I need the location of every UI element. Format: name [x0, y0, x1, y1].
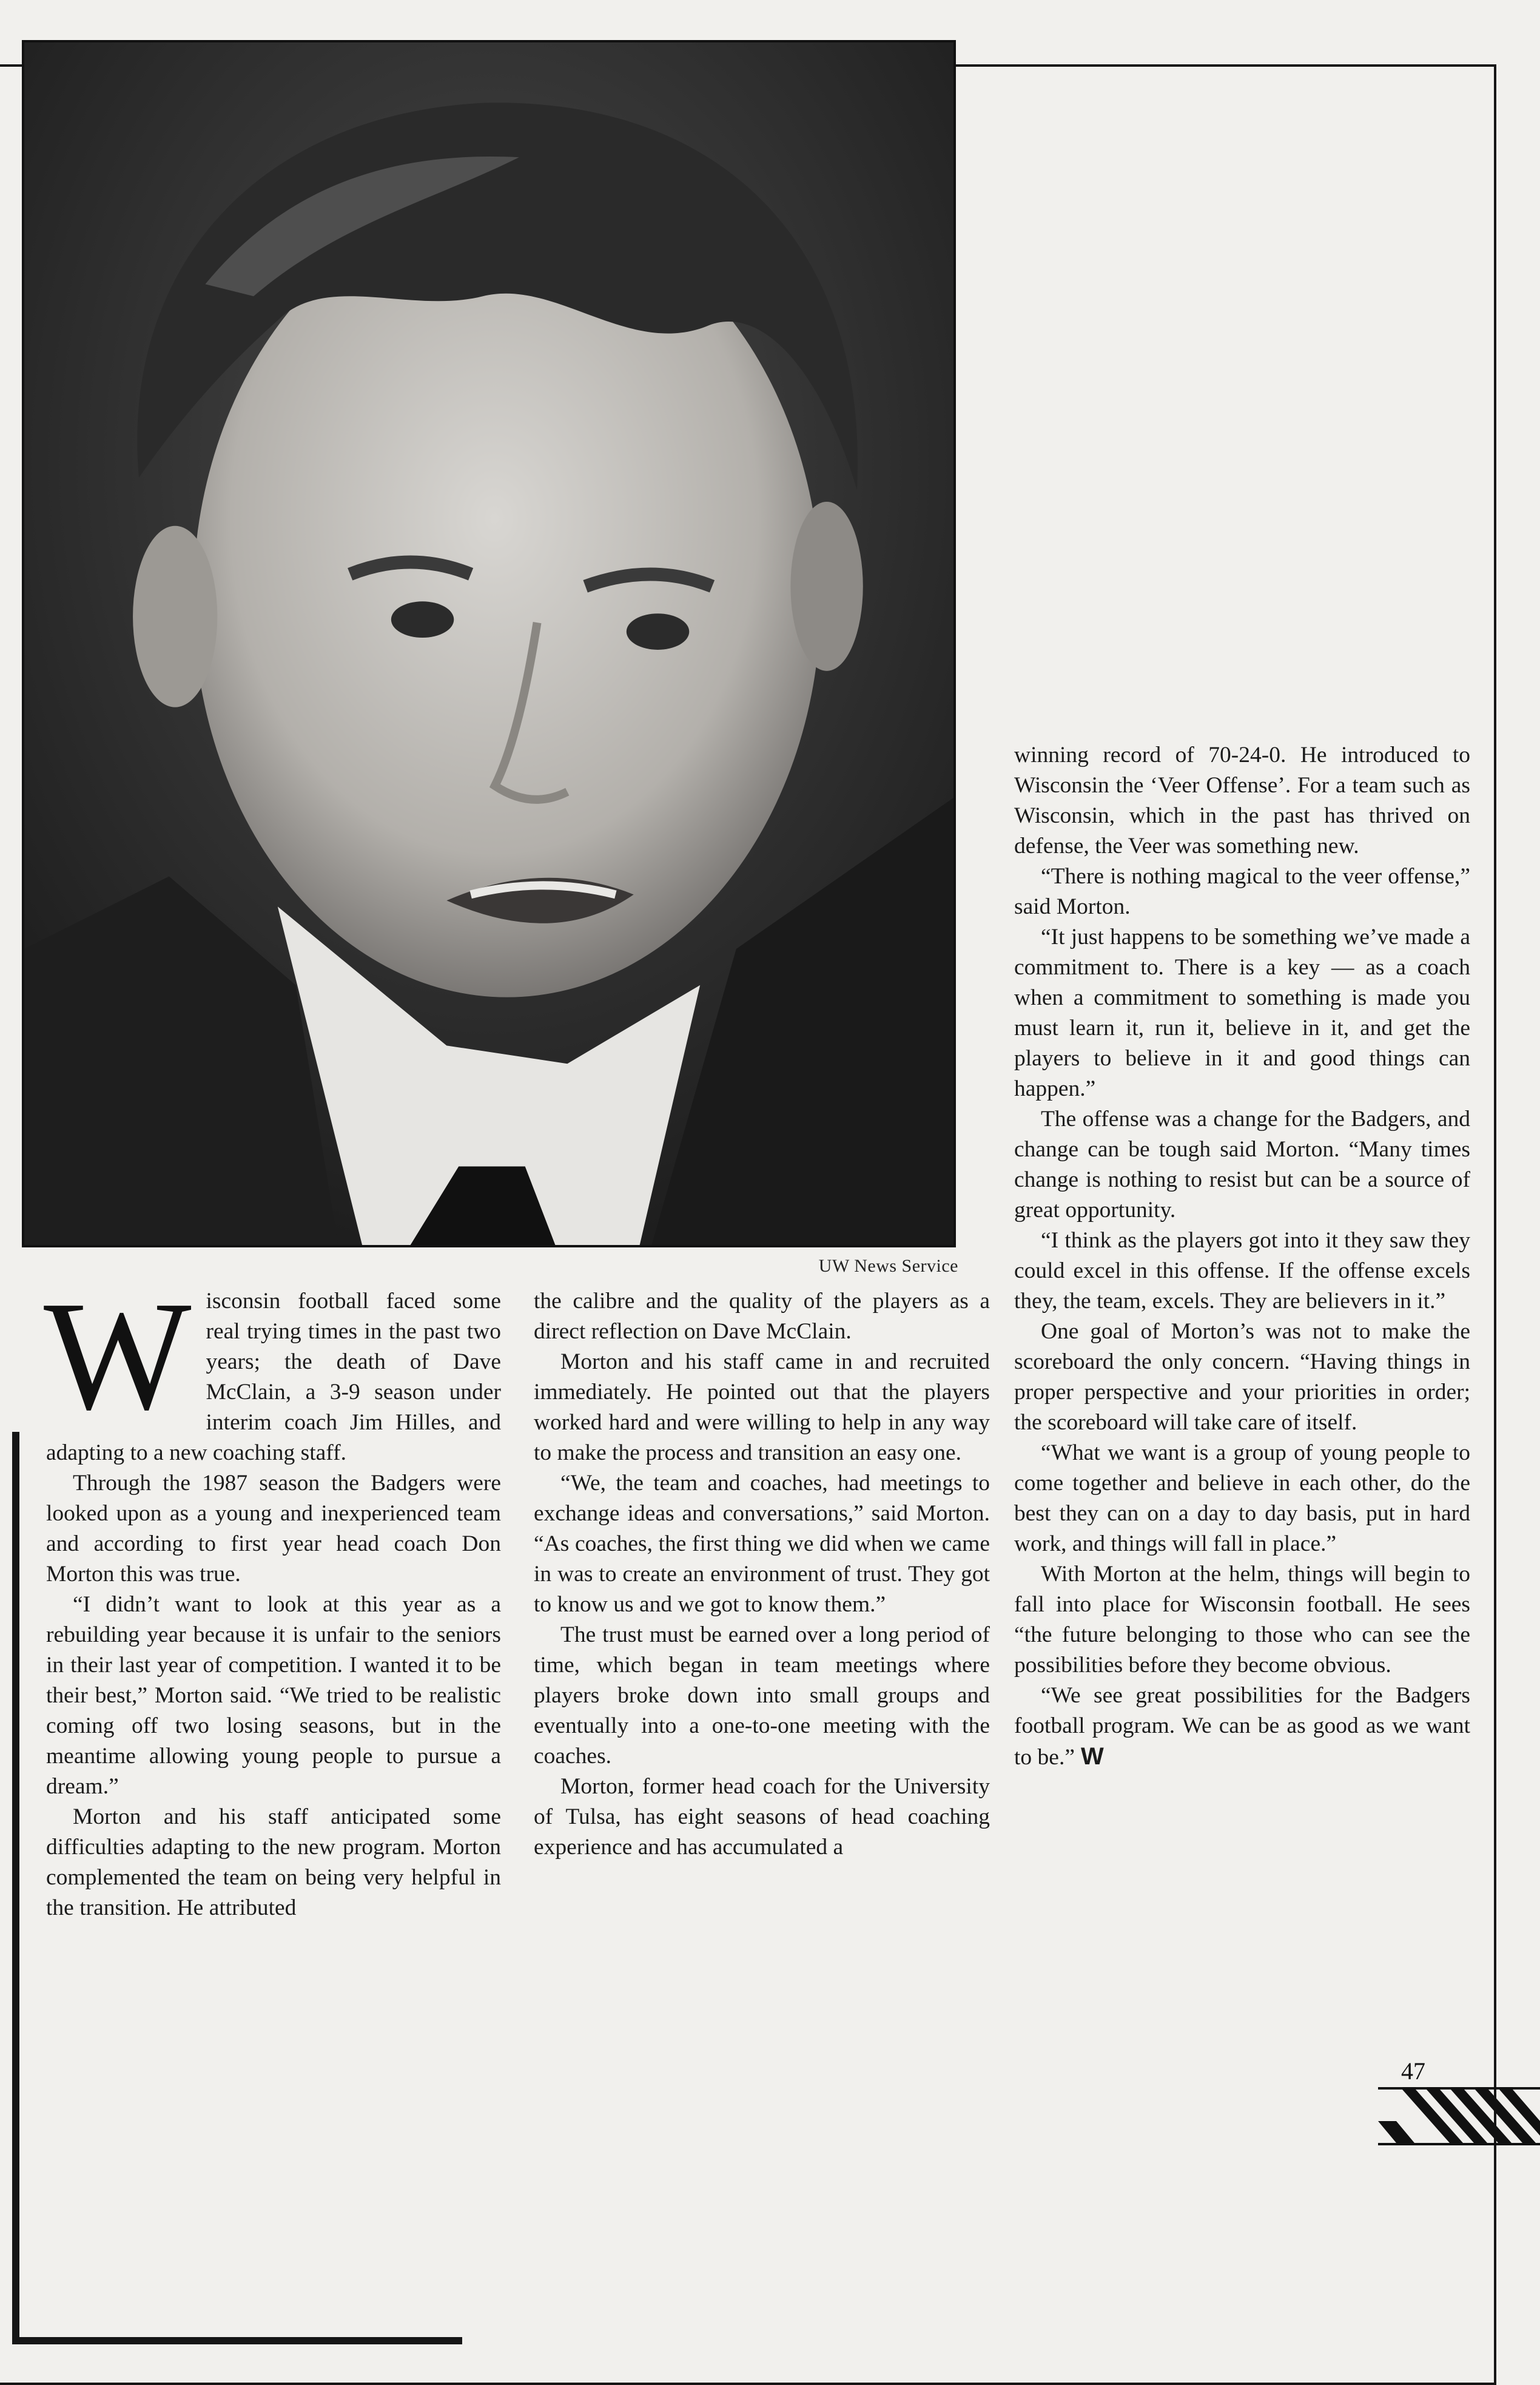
article-column-3 [1014, 740, 1470, 1773]
article-paragraph: Through the 1987 season the Badgers were looked upon as a young and inexperienced team and according to first year head coach Don Morton this was true. [46, 1471, 501, 1587]
article-paragraph: the calibre and the quality of the players as a direct reflection on Dave McClain. [534, 1289, 990, 1344]
photo-credit: UW News Service [818, 1256, 958, 1276]
end-mark-icon: W [1080, 1743, 1104, 1770]
article-column-1 [44, 1269, 501, 1923]
frame-top-right-rule [956, 64, 1496, 67]
bracket-bottom-rule [12, 2337, 462, 2344]
article-paragraph: Morton and his staff anticipated some difficulties adapting to the new program. Morton complemented the team on being very helpful in the transition. He attributed [46, 1804, 501, 1920]
article-paragraph: Morton, former head coach for the University of Tulsa, has eight seasons of head coaching experience and has accumulated a [534, 1774, 990, 1860]
page-number: 47 [1401, 2057, 1425, 2085]
article-paragraph: Wisconsin football faced some real trying times in the past two years; the death of Dave McClain, a 3-9 season under interim coach Jim Hilles, and adapting to a new coaching staff. [44, 1269, 501, 1465]
article-paragraph: “We see great possibilities for the Badgers football program. We can be as good as we want to be.” W [1014, 1683, 1470, 1770]
frame-right-rule [1494, 64, 1496, 2383]
article-paragraph: With Morton at the helm, things will begin to fall into place for Wisconsin football. He sees “the future belonging to those who can see the possibilities before they become obvious. [1014, 1562, 1470, 1678]
article-paragraph: “It just happens to be something we’ve made a commitment to. There is a key — as a coach when a commitment to something is made you must learn it, run it, believe in it, and get the players to believe in it and good things can happen.” [1014, 925, 1470, 1101]
article-paragraph: “I think as the players got into it they saw they could excel in this offense. If the offense excels they, the team, excels. They are believers in it.” [1014, 1228, 1470, 1314]
drop-cap: W [44, 1269, 192, 1442]
article-paragraph: “There is nothing magical to the veer offense,” said Morton. [1014, 864, 1470, 919]
frame-bottom-rule [0, 2383, 1496, 2385]
page-corner-stripes-icon [1378, 2063, 1540, 2145]
article-paragraph: The trust must be earned over a long period of time, which began in team meetings where players broke down into small groups and eventually into a one-to-one meeting with the coaches. [534, 1622, 990, 1769]
article-paragraph: “I didn’t want to look at this year as a rebuilding year because it is unfair to the seniors in their last year of competition. I wanted it to be their best,” Morton said. “We tried to be realistic coming off two losing seasons, but in the meantime allowing young people to pursue a dream.” [46, 1592, 501, 1799]
article-paragraph: One goal of Morton’s was not to make the scoreboard the only concern. “Having things in proper perspective and your priorities in order; the scoreboard will take care of itself. [1014, 1319, 1470, 1435]
frame-top-left-rule [0, 64, 24, 67]
article-paragraph: winning record of 70-24-0. He introduced to Wisconsin the ‘Veer Offense’. For a team such as Wisconsin, which in the past has thrived on defense, the Veer was something new. [1014, 743, 1470, 859]
article-paragraph: The offense was a change for the Badgers, and change can be tough said Morton. “Many times change is nothing to resist but can be a source of great opportunity. [1014, 1107, 1470, 1223]
article-paragraph: “We, the team and coaches, had meetings to exchange ideas and conversations,” said Morton. “As coaches, the first thing we did when we came in was to create an environment of trust. They got to know us and we got to know them.” [534, 1471, 990, 1617]
bracket-vertical-rule [12, 1432, 19, 2342]
article-paragraph: “What we want is a group of young people to come together and believe in each other, do the best they can on a day to day basis, put in hard work, and things will fall in place.” [1014, 1440, 1470, 1556]
article-paragraph: Morton and his staff came in and recruited immediately. He pointed out that the players worked hard and were willing to help in any way to make the process and transition an easy one. [534, 1349, 990, 1465]
article-column-2 [534, 1286, 990, 1863]
coach-portrait-photo [22, 40, 956, 1247]
